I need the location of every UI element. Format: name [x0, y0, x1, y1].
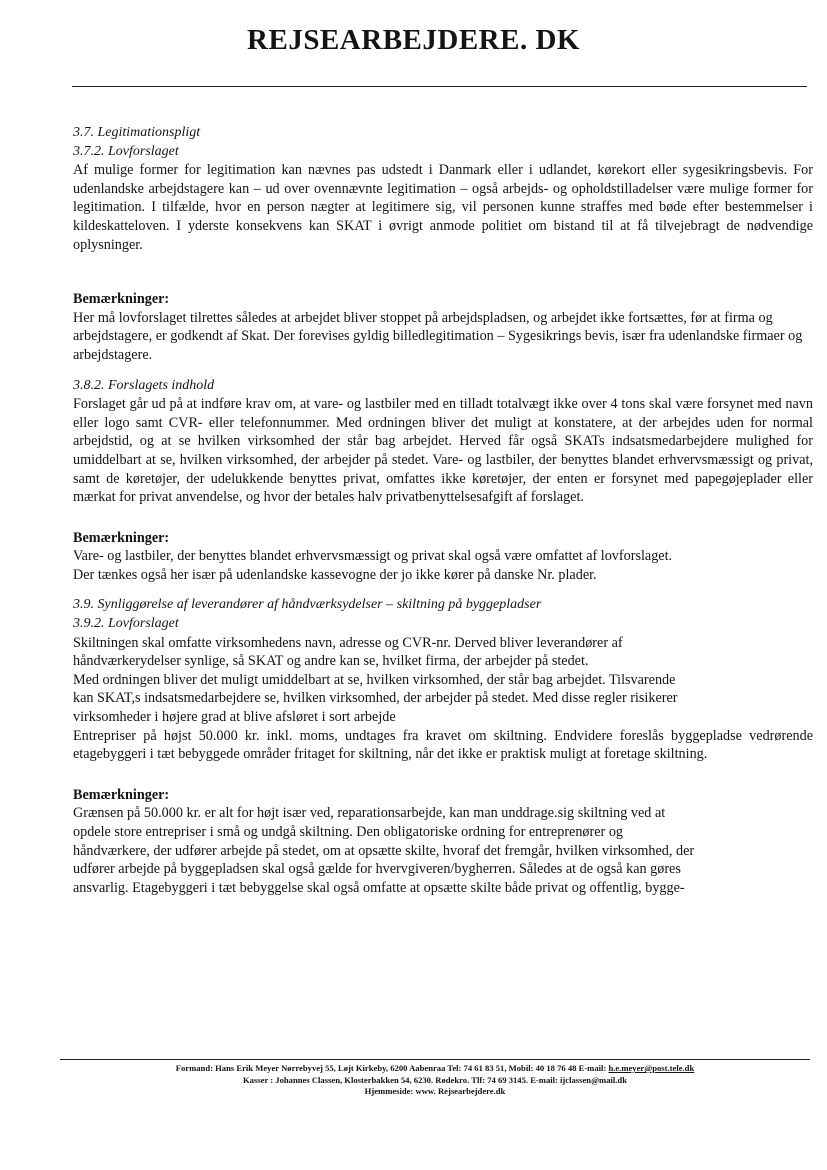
paragraph-3-7-2: Af mulige former for legitimation kan nævnes pas udstedt i Danmark eller i udlandet, kørekort eller sygesikringsbevis. For udenlandske arbejdstagere kan – ud over ovennævnte legitimation – også arbejds- og opholdstilladelser være mulige former for legitimation. I tilfælde, hvor en person nægter at legitimere sig, vil personen kunne straffes med bøde efter bestemmelser i kildeskatteloven. I yderste konsekvens kan SKAT i øvrigt anmode politiet om bistand til at få tilvejebragt de nødvendige oplysninger. — [73, 162, 813, 253]
section-heading-3-7: 3.7. Legitimationspligt — [73, 125, 201, 140]
body-line-3-9-4: kan SKAT,s indsatsmedarbejdere se, hvilken virksomhed, der arbejder på stedet. Med disse regler risikerer — [73, 690, 678, 707]
remarks-paragraph-1: Her må lovforslaget tilrettes således at arbejdet bliver stoppet på arbejdspladsen, og arbejdet ikke fortsættes, før at firma og arbejdstagere, er godkendt af Skat. Der forevises gyldig billedlegitimation – Sygesikrings bevis, især fra udenlandske firmaer og arbejdstagere. — [73, 309, 803, 363]
body-line-3-9-3: Med ordningen bliver det muligt umiddelbart at se, hvilken virksomhed, der står bag arbejdet. Tilsvarende — [73, 671, 676, 688]
remarks-line-2-2: Der tænkes også her især på udenlandske kassevogne der jo ikke kører på danske Nr. plader. — [73, 566, 597, 583]
subheading-3-9-2: 3.9.2. Lovforslaget — [73, 616, 179, 632]
chairman-email-link[interactable]: h.e.meyer@post.tele.dk — [608, 1063, 695, 1073]
body-line-3-9-2: håndværkerydelser synlige, så SKAT og andre kan se, hvilket firma, der arbejder på stedet. — [73, 653, 589, 670]
subheading-3-7-2: 3.7.2. Lovforslaget — [73, 143, 179, 159]
paragraph-3-8-2: Forslaget går ud på at indføre krav om, at vare- og lastbiler med en tilladt totalvægt ikke over 4 tons skal være forsynet med navn eller logo samt CVR- eller telefonnummer. Med ordningen bliver det muligt at konstatere, at der arbejdes uden for normal arbejdstid, og at se hvilken virksomhed der står bag arbejdet. Herved får også SKATs indsatsmedarbejdere mulighed for umiddelbart at se, hvilken virksomhed, der arbejder på stedet. Vare- og lastbiler, der benyttes blandet erhvervsmæssigt og privat, samt de køretøjer, der udelukkende benyttes privat, omfattes ikke køretøjer, der enten er forsynet med papegøjeplader eller mærkat for privat anvendelse, og hvor der betales halv privatbenyttelsesafgift af forslaget. — [73, 396, 813, 506]
remarks-line-2-1: Vare- og lastbiler, der benyttes blandet erhvervsmæssigt og privat skal også være omfattet af lovforslaget. — [73, 548, 673, 565]
paragraph-3-9-2-entrepriser: Entrepriser på højst 50.000 kr. inkl. moms, undtages fra kravet om skiltning. Endvidere foreslås byggepladse vedrørende etagebyggeri i tæt bebyggede områder fritaget for skiltning, når det ikke er praktisk muligt at foretage skiltning. — [73, 727, 813, 763]
body-line-3-9-5: virksomheder i højere grad at blive afsløret i sort arbejde — [73, 709, 396, 726]
remarks-label-1: Bemærkninger: — [73, 291, 170, 308]
remarks-line-3-1: Grænsen på 50.000 kr. er alt for højt især ved, reparationsarbejde, kan man unddrage.sig skiltning ved at — [73, 805, 666, 822]
footer-chairman-text: Formand: Hans Erik Meyer Nørrebyvej 55, Løjt Kirkeby, 6200 Aabenraa Tel: 74 61 83 51, Mobil: 40 18 76 48 E-mail: — [175, 1063, 609, 1073]
section-heading-3-8-2: 3.8.2. Forslagets indhold — [73, 377, 215, 393]
footer-website-line: Hjemmeside: www. Rejsearbejdere.dk — [364, 1086, 506, 1096]
footer-treasurer-line: Kasser : Johannes Classen, Klosterbakken 54, 6230. Rødekro. Tlf: 74 69 3145. E-mail: ijclassen@mail.dk — [243, 1074, 627, 1085]
document-body — [73, 124, 813, 897]
section-heading-3-9: 3.9. Synliggørelse af leverandører af håndværksydelser – skiltning på byggepladser — [73, 597, 542, 613]
page-footer — [60, 1063, 810, 1098]
remarks-line-3-5: ansvarlig. Etagebyggeri i tæt bebyggelse skal også omfatte at opsætte skilte både privat og offentlig, bygge- — [73, 879, 685, 896]
body-line-3-9-1: Skiltningen skal omfatte virksomhedens navn, adresse og CVR-nr. Derved bliver leverandører af — [73, 634, 623, 651]
remarks-label-3: Bemærkninger: — [73, 786, 170, 803]
remarks-line-3-4: udfører arbejde på byggepladsen skal også gælde for hvervgiveren/bygherren. Således at de også kan gøres — [73, 861, 681, 878]
page-title: REJSEARBEJDERE. DK — [247, 24, 580, 56]
remarks-line-3-2: opdele store entrepriser i små og undgå skiltning. Den obligatoriske ordning for entreprenører og — [73, 824, 624, 840]
footer-chairman-line — [60, 1063, 810, 1075]
remarks-label-2: Bemærkninger: — [73, 529, 170, 546]
remarks-line-3-3: håndværkere, der udfører arbejde på stedet, om at opsætte skilte, hvoraf det fremgår, hvilken virksomhed, der — [73, 842, 695, 859]
footer-divider — [60, 1059, 810, 1060]
header-divider — [72, 86, 807, 87]
